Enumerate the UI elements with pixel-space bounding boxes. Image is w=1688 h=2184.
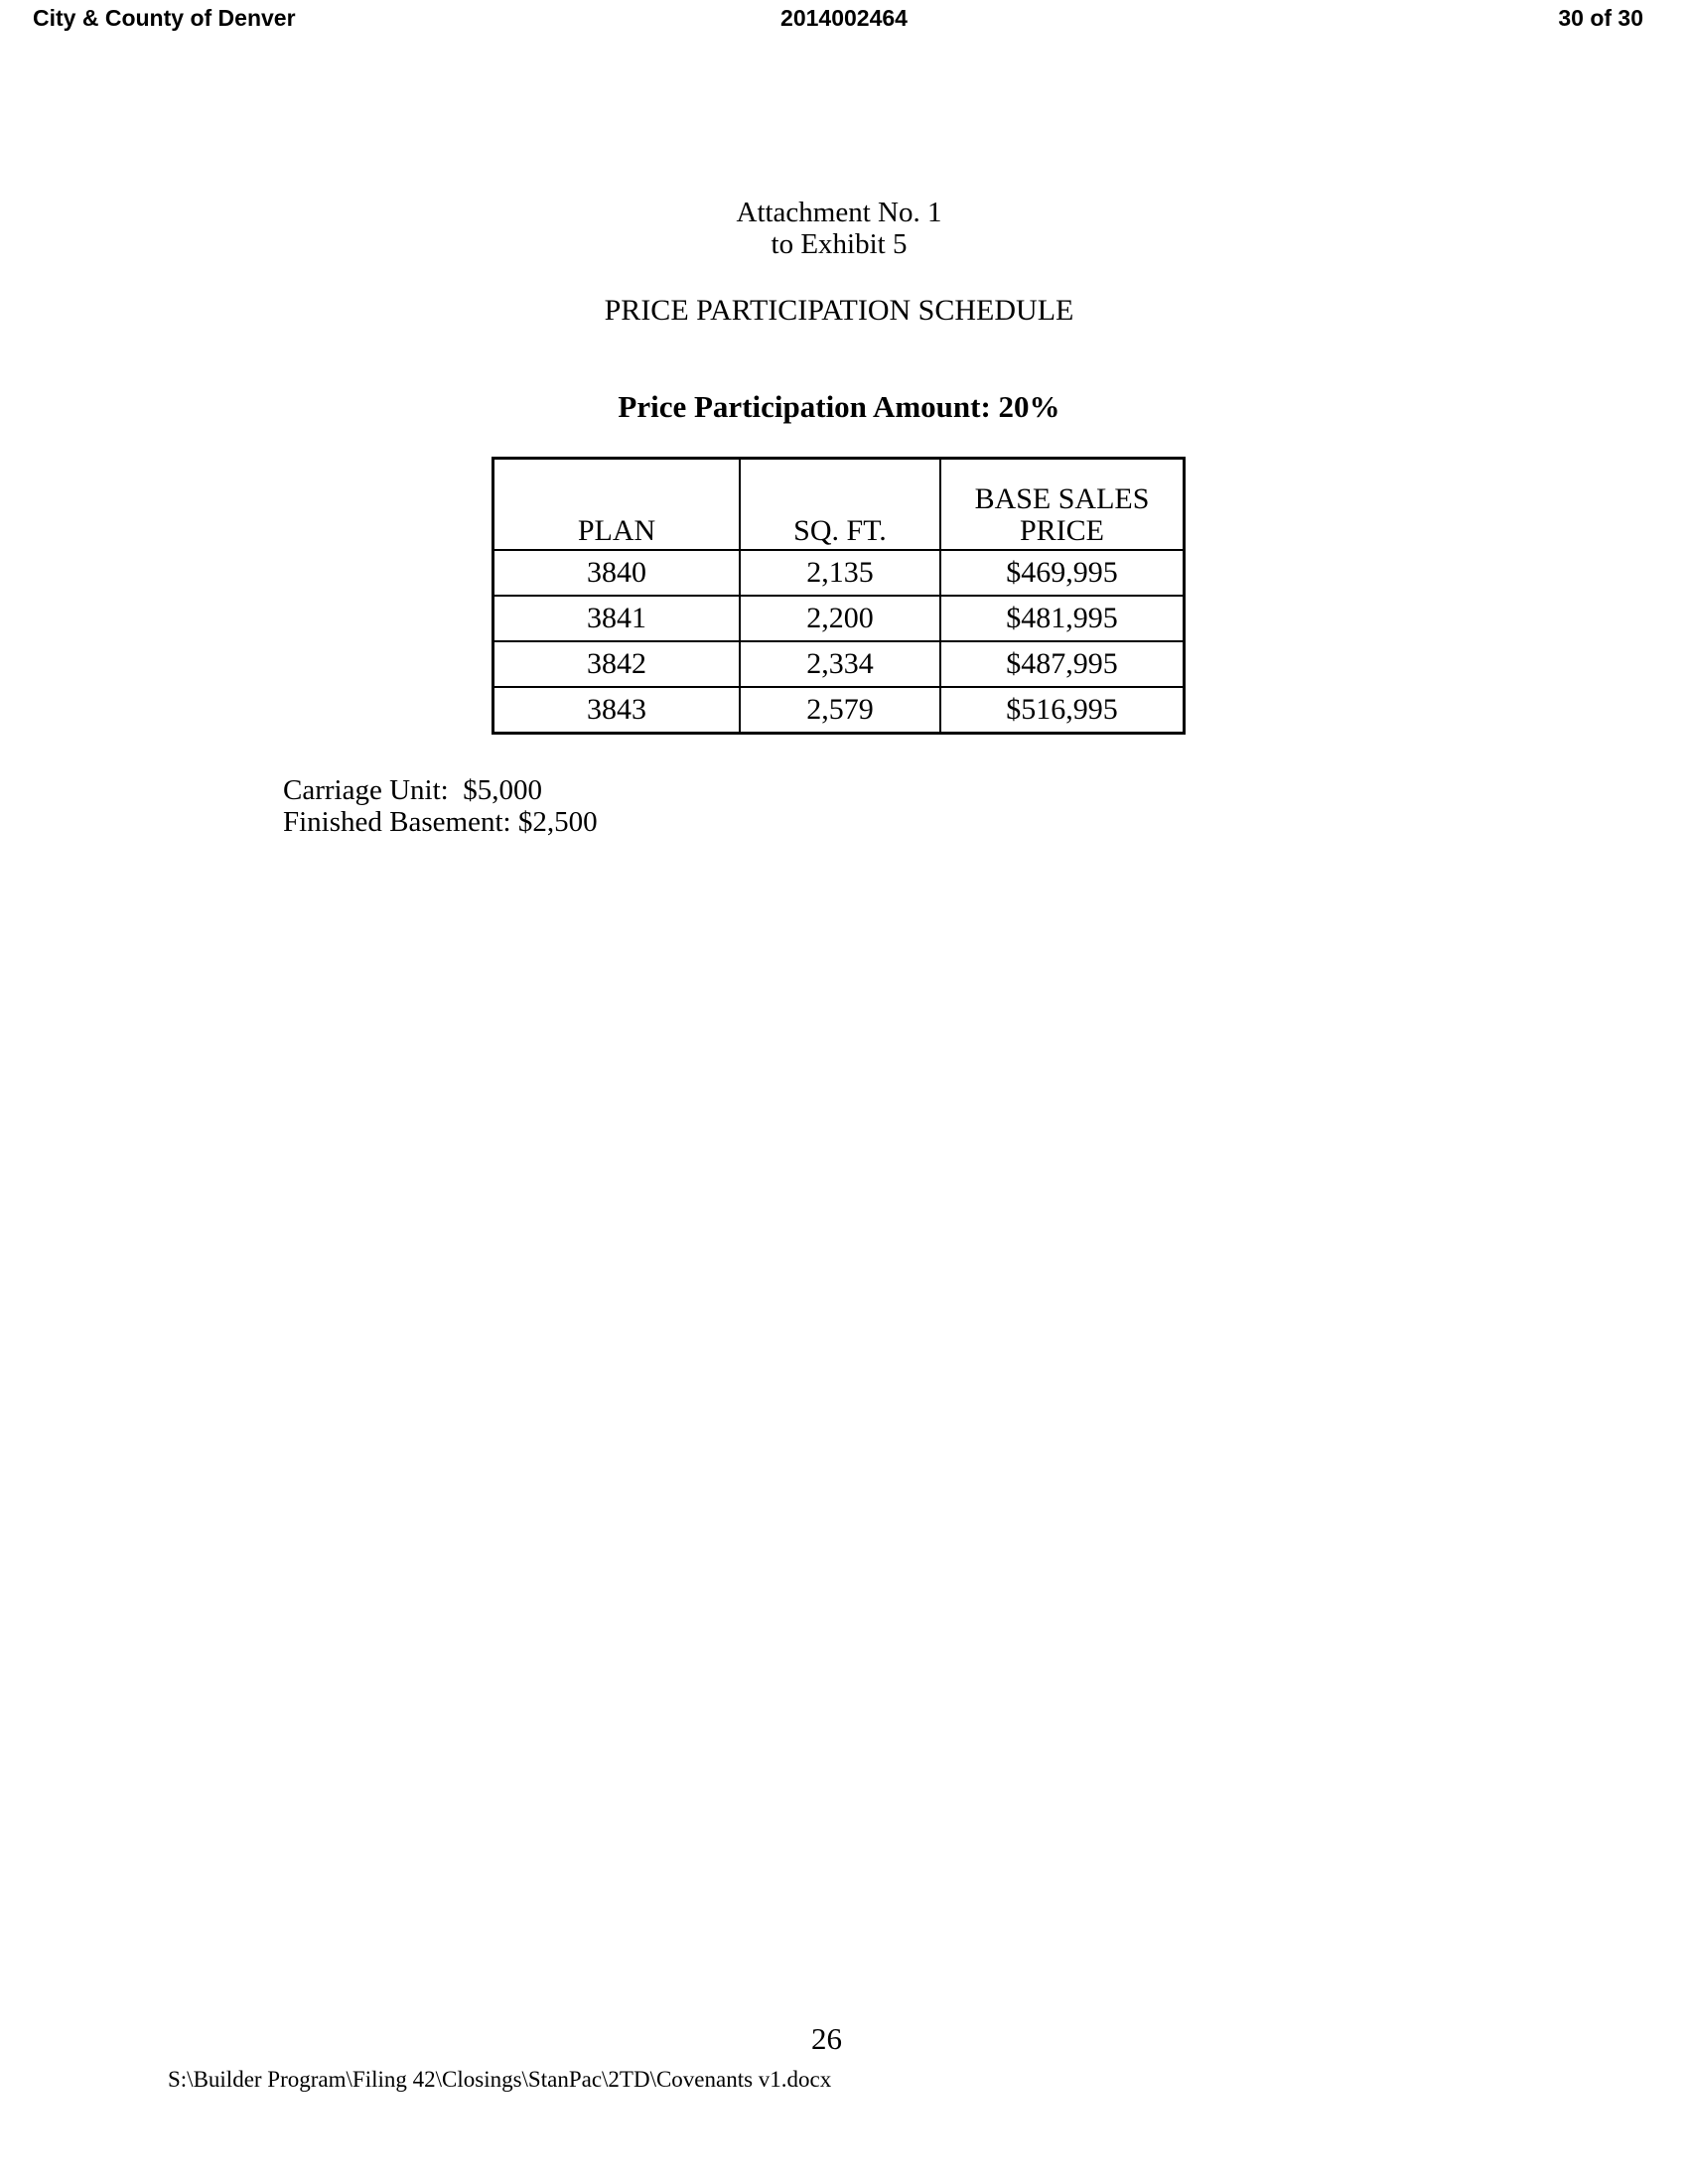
cell-sqft: 2,135: [740, 550, 940, 596]
table-row: [493, 687, 1185, 734]
price-header-line1: BASE SALES: [974, 482, 1150, 515]
cell-price: $469,995: [940, 550, 1185, 596]
cell-plan: 3841: [493, 596, 741, 641]
table-row: [493, 550, 1185, 596]
cell-sqft: 2,334: [740, 641, 940, 687]
table-row: [493, 641, 1185, 687]
header-page-count: 30 of 30: [1558, 5, 1643, 31]
footer-file-path: S:\Builder Program\Filing 42\Closings\StanPac\2TD\Covenants v1.docx: [168, 2067, 832, 2092]
cell-plan: 3840: [493, 550, 741, 596]
cell-sqft: 2,579: [740, 687, 940, 734]
table-row: [493, 596, 1185, 641]
column-header-price: [940, 459, 1185, 551]
header-county: City & County of Denver: [33, 5, 296, 31]
participation-amount: Price Participation Amount: 20%: [618, 389, 1060, 424]
price-schedule-table: [492, 457, 1186, 735]
price-header-line2: PRICE: [1019, 514, 1105, 547]
column-header-plan: PLAN: [493, 459, 741, 551]
cell-plan: 3842: [493, 641, 741, 687]
cell-price: $516,995: [940, 687, 1185, 734]
attachment-title: Attachment No. 1: [736, 197, 942, 228]
cell-plan: 3843: [493, 687, 741, 734]
finished-basement-line: Finished Basement: $2,500: [283, 806, 598, 838]
cell-price: $487,995: [940, 641, 1185, 687]
carriage-unit-line: Carriage Unit: $5,000: [283, 774, 542, 806]
column-header-sqft: SQ. FT.: [740, 459, 940, 551]
page-number: 26: [811, 2021, 842, 2056]
cell-price: $481,995: [940, 596, 1185, 641]
attachment-subtitle: to Exhibit 5: [771, 228, 908, 260]
price-extras: [283, 774, 598, 838]
header-reception-number: 2014002464: [780, 5, 908, 31]
table-header-row: [493, 459, 1185, 551]
cell-sqft: 2,200: [740, 596, 940, 641]
schedule-title: PRICE PARTICIPATION SCHEDULE: [604, 294, 1074, 327]
